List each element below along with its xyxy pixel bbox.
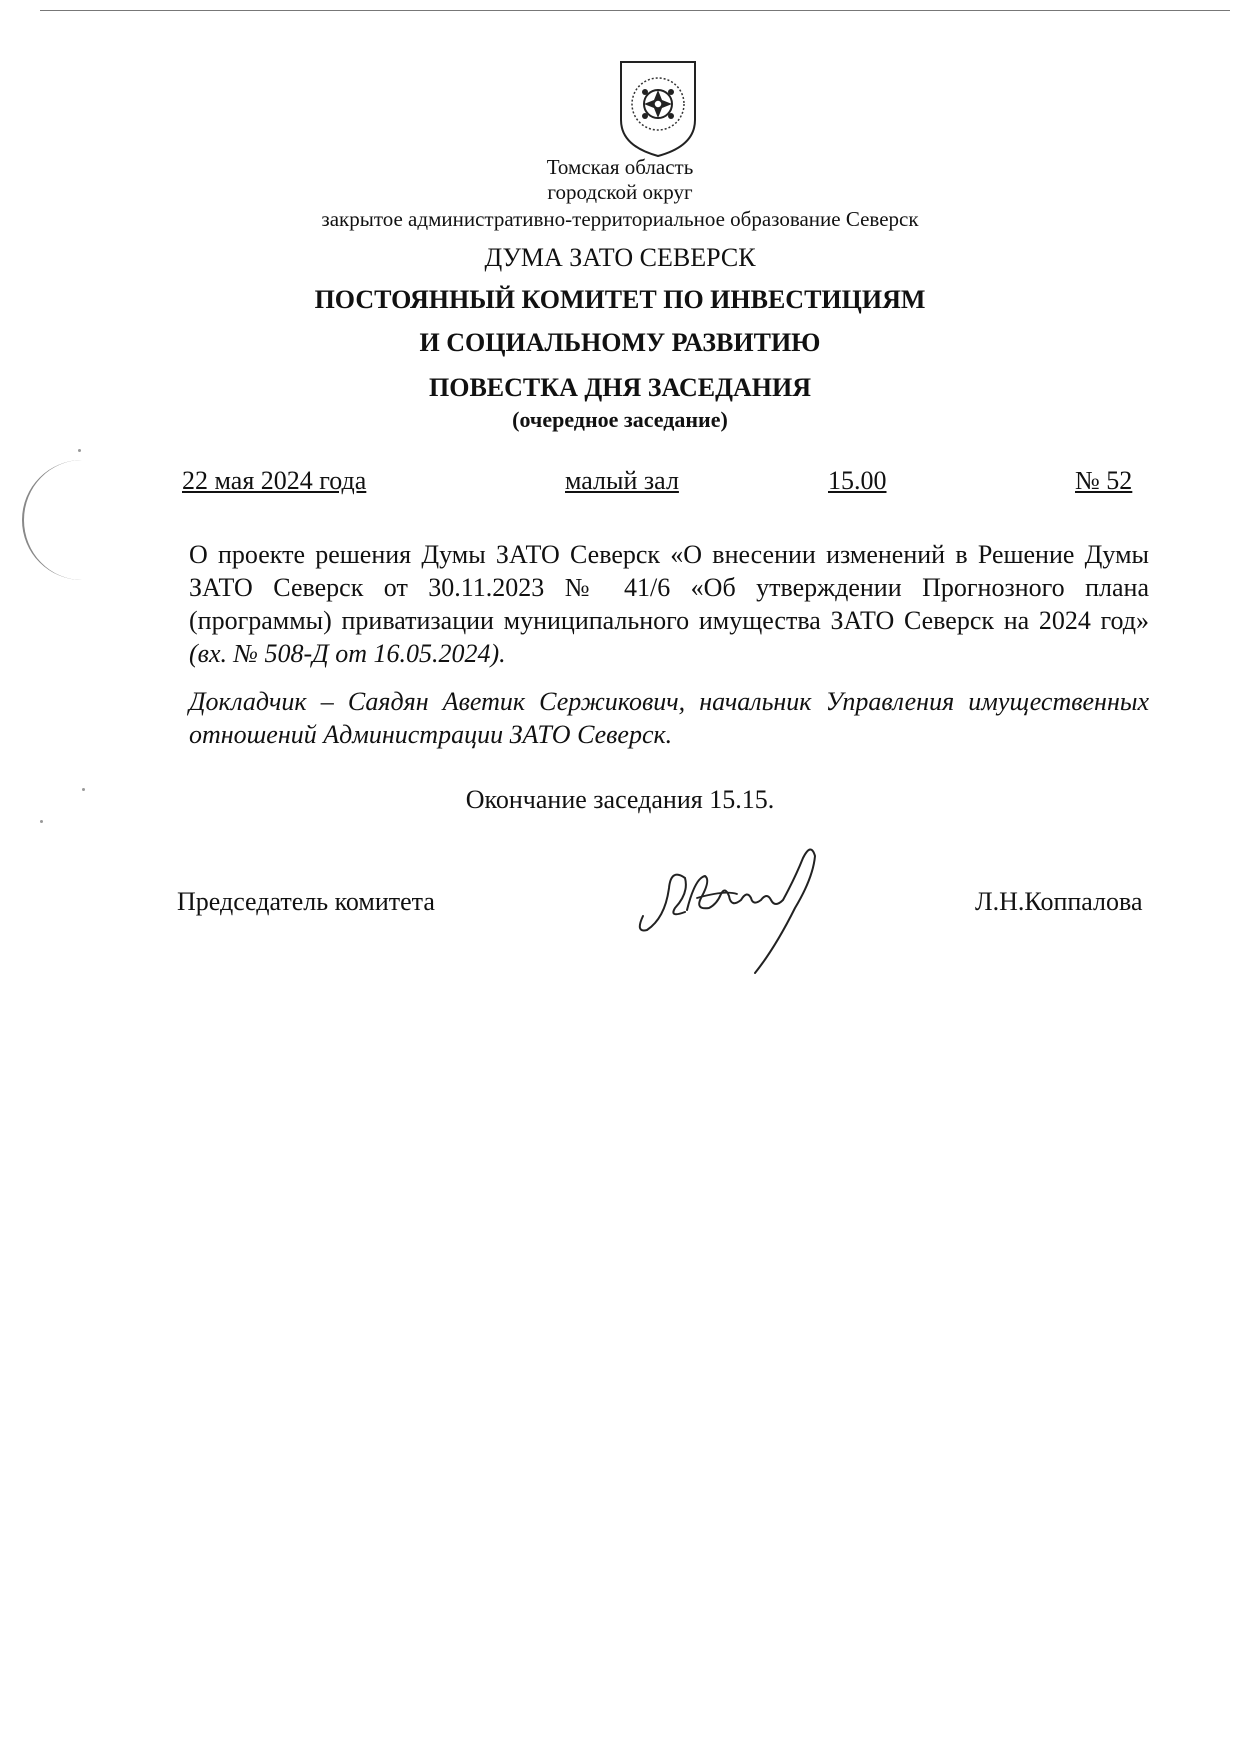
closing-line: Окончание заседания 15.15.: [465, 785, 775, 814]
agenda-item-reference: (вх. № 508-Д от 16.05.2024).: [189, 639, 506, 668]
scan-dust: [40, 820, 43, 823]
committee-title-line1: ПОСТОЯННЫЙ КОМИТЕТ ПО ИНВЕСТИЦИЯМ: [314, 285, 926, 314]
scan-dust: [78, 449, 81, 452]
header-zato: закрытое административно-территориальное образование Северск: [321, 207, 919, 231]
meeting-place: малый зал: [565, 466, 679, 495]
header-region: Томская область: [546, 155, 694, 179]
meeting-time: 15.00: [828, 466, 887, 495]
header-duma: ДУМА ЗАТО СЕВЕРСК: [484, 243, 756, 272]
scan-punch-arc: [22, 460, 104, 580]
signature-name: Л.Н.Коппалова: [975, 887, 1143, 916]
agenda-item-text: О проекте решения Думы ЗАТО Северск «О внесении изменений в Решение Думы ЗАТО Северск от 30.11.2023 № 41/6 «Об утверждении Прогнозного плана (программы) приватизации муниципального имущества ЗАТО Северск на 2024 год»: [189, 540, 1149, 635]
committee-title-line2: И СОЦИАЛЬНОМУ РАЗВИТИЮ: [419, 328, 821, 357]
speaker-line: Докладчик – Саядян Аветик Сержикович, начальник Управления имущественных отношений Администрации ЗАТО Северск.: [189, 687, 1149, 749]
meeting-number: № 52: [1075, 466, 1133, 495]
agenda-item: [189, 538, 1149, 670]
signature-title: Председатель комитета: [177, 887, 435, 916]
meeting-date: 22 мая 2024 года: [182, 466, 367, 495]
handwritten-signature: [625, 838, 855, 978]
coat-of-arms-icon: [617, 58, 699, 158]
scan-edge-line: [40, 10, 1230, 11]
agenda-title: ПОВЕСТКА ДНЯ ЗАСЕДАНИЯ: [429, 373, 811, 402]
header-district: городской округ: [547, 180, 693, 204]
session-type: (очередное заседание): [512, 407, 728, 432]
